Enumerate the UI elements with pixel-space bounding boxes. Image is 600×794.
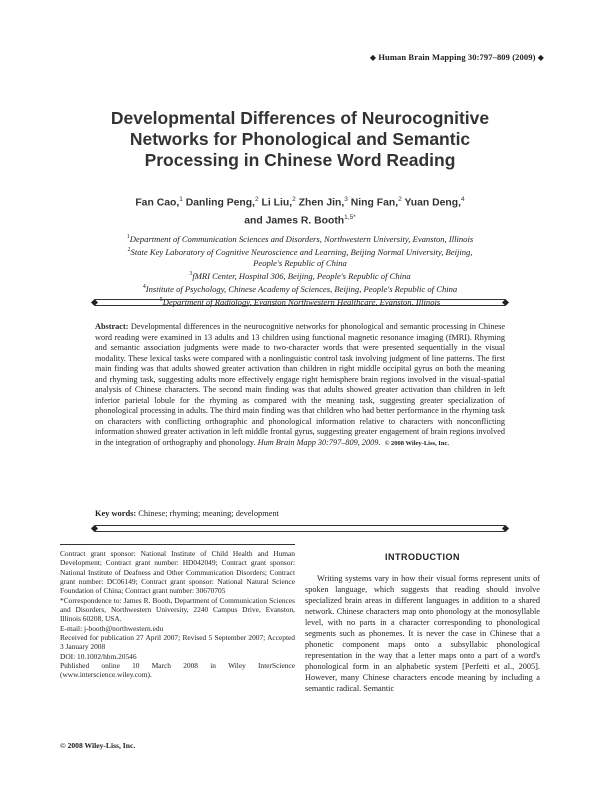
affiliation: $^4$Institute of Psychology, Chinese Academy of Sciences, Beijing, People's Republic of China bbox=[142, 284, 458, 295]
title-line: Networks for Phonological and Semantic bbox=[129, 129, 471, 149]
abstract bbox=[95, 322, 505, 450]
author: Li Liu, bbox=[261, 197, 293, 209]
author: Yuan Deng, bbox=[404, 197, 462, 209]
journal-citation: Human Brain Mapping 30:797–809 (2009) bbox=[378, 52, 536, 62]
section-divider bbox=[95, 297, 505, 309]
author: Ning Fan, bbox=[350, 197, 399, 209]
paper-title bbox=[60, 108, 540, 171]
author: and James R. Booth bbox=[244, 215, 345, 227]
email: E-mail: j-booth@northwestern.edu bbox=[60, 623, 164, 633]
keywords-text: Chinese; rhyming; meaning; development bbox=[138, 509, 279, 518]
abstract-copyright: © 2008 Wiley-Liss, Inc. bbox=[384, 440, 449, 448]
affiliation: $^5$Department of Radiology, Evanston Northwestern Healthcare, Evanston, Illinois bbox=[159, 297, 441, 308]
grant-info: Contract grant sponsor: National Institute of Child Health and Human Development; Contract grant number: HD042049; Contract grant sponsor: National Institute of Deafness and Other Communication Disorders; Contract grant number: DC06149; Contract grant sponsor: National Natural Science Foundation of China; Contract grant number: 30670705 bbox=[60, 549, 295, 596]
author: Fan Cao, bbox=[135, 197, 180, 209]
affiliation: $^3$fMRI Center, Hospital 306, Beijing, People's Republic of China bbox=[189, 271, 411, 282]
author: Danling Peng, bbox=[185, 197, 256, 209]
diamond-icon: ◆ bbox=[537, 53, 544, 62]
affiliation: $^1$Department of Communication Sciences and Disorders, Northwestern University, Evanston, Illinois bbox=[126, 233, 474, 244]
keywords-label: Key words: bbox=[95, 509, 137, 518]
published-online: Published online 10 March 2008 in Wiley InterScience (www.interscience.wiley.com). bbox=[60, 661, 295, 680]
doi: DOI: 10.1002/hbm.20546 bbox=[60, 651, 137, 661]
author: Zhen Jin, bbox=[298, 197, 345, 209]
title-line: Developmental Differences of Neurocognitive bbox=[110, 108, 490, 128]
correspondence: *Correspondence to: James R. Booth, Department of Communication Sciences and Disorders, Northwestern University, 2240 Campus Drive, Evanston, Illinois 60208, USA. bbox=[60, 595, 295, 624]
section-heading: INTRODUCTION bbox=[385, 552, 460, 562]
introduction-paragraph: Writing systems vary in how their visual forms represent units of spoken language, which suggests that reading should involve specialized brain areas in different languages in addition to a shared network. Chinese characters map onto phonology at the monosyllable level, with no parts in a character corresponding to phonological segments such as phonemes. It is never the case in Chinese that a phonetic component maps onto a subsyllabic phonological representation in the way that a letter maps onto a part of a word's phonological form in an alphabetic system [Perfetti et al., 2005]. However, many Chinese characters encode meaning by including a semantic radical. Semantic bbox=[305, 574, 540, 693]
page-copyright: © 2008 Wiley-Liss, Inc. bbox=[60, 741, 136, 750]
received-dates: Received for publication 27 April 2007; Revised 5 September 2007; Accepted 3 January 2008 bbox=[60, 633, 295, 652]
abstract-label: Abstract: bbox=[95, 322, 129, 331]
abstract-body: Developmental differences in the neurocognitive networks for phonological and semantic processing in Chinese word reading were examined in 13 adults and 13 children using functional magnetic resonance imaging (fMRI). Rhyming and semantic association judgments were made to two-character words that were presented sequentially in the visual modality. These lexical tasks were compared with a nonlinguistic control task involving judgment of line patterns. The first main finding was that adults showed greater activation than children in right middle occipital gyrus on both the meaning and rhyming task, suggesting adults more effectively engage right hemisphere brain regions involved in the visual-spatial analysis of Chinese characters. The second main finding was that adults showed greater activation than children in left inferior parietal lobule for the rhyming as compared with the meaning task, suggesting greater specialization of phonological processing in adults. The third main finding was that children who had better performance in the rhyming task on characters with conflicting orthographic and phonological information relative to characters with nonconflicting information showed greater activation in left middle frontal gyrus, suggesting greater engagement of brain regions involved in the integration of orthography and phonology. bbox=[95, 322, 506, 448]
keywords bbox=[95, 509, 505, 518]
diamond-icon: ◆ bbox=[369, 53, 377, 62]
journal-header bbox=[370, 52, 544, 62]
footnote-separator bbox=[60, 544, 295, 545]
section-divider bbox=[95, 523, 505, 535]
footnotes bbox=[60, 549, 295, 680]
abstract-citation: Hum Brain Mapp 30:797–809, 2009. bbox=[257, 438, 381, 448]
author-list: Fan Cao,$^1$ Danling Peng,$^2$ Li Liu,$^2$ Zhen Jin,$^3$ Ning Fan,$^2$ Yuan Deng,$^4$ and James R. Booth$^{1,5*}$ bbox=[135, 196, 465, 227]
affiliation: People's Republic of China bbox=[253, 258, 347, 269]
title-line: Processing in Chinese Word Reading bbox=[144, 150, 456, 170]
affiliation: $^2$State Key Laboratory of Cognitive Neuroscience and Learning, Beijing Normal University, Beijing, bbox=[127, 246, 473, 257]
